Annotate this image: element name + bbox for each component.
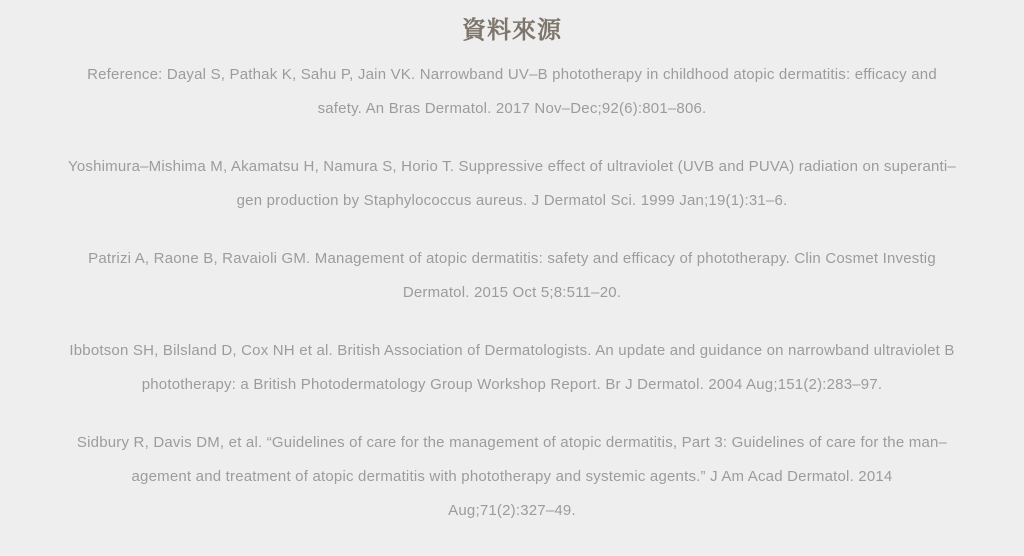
reference-line: gen production by Staphylococcus aureus. J Dermatol Sci. 1999 Jan;19(1):31–6.: [236, 192, 788, 209]
page-title: 資料來源: [462, 17, 562, 44]
reference-line: Yoshimura–Mishima M, Akamatsu H, Namura S, Horio T. Suppressive effect of ultraviolet (UVB and PUVA) radiation on superanti–: [68, 158, 956, 175]
reference-line: safety. An Bras Dermatol. 2017 Nov–Dec;92(6):801–806.: [317, 100, 707, 117]
reference-line: Sidbury R, Davis DM, et al. “Guidelines of care for the management of atopic dermatitis, Part 3: Guidelines of care for the man–: [76, 434, 948, 451]
reference-item-3: [12, 242, 1012, 310]
reference-list: [12, 58, 1012, 528]
reference-item-2: [12, 150, 1012, 218]
reference-line: Dermatol. 2015 Oct 5;8:511–20.: [402, 284, 622, 301]
reference-item-1: [12, 58, 1012, 126]
reference-line: Patrizi A, Raone B, Ravaioli GM. Management of atopic dermatitis: safety and efficacy of phototherapy. Clin Cosmet Investig: [88, 250, 936, 267]
reference-line: agement and treatment of atopic dermatitis with phototherapy and systemic agents.” J Am Acad Dermatol. 2014: [131, 468, 893, 485]
reference-line: Ibbotson SH, Bilsland D, Cox NH et al. British Association of Dermatologists. An update and guidance on narrowband ultraviolet B: [69, 342, 955, 359]
reference-item-5: [12, 426, 1012, 528]
reference-line: phototherapy: a British Photodermatology Group Workshop Report. Br J Dermatol. 2004 Aug;151(2):283–97.: [141, 376, 883, 393]
reference-line: Reference: Dayal S, Pathak K, Sahu P, Jain VK. Narrowband UV–B phototherapy in childhood atopic dermatitis: efficacy and: [87, 66, 937, 83]
reference-item-4: [12, 334, 1012, 402]
reference-line: Aug;71(2):327–49.: [448, 502, 576, 519]
